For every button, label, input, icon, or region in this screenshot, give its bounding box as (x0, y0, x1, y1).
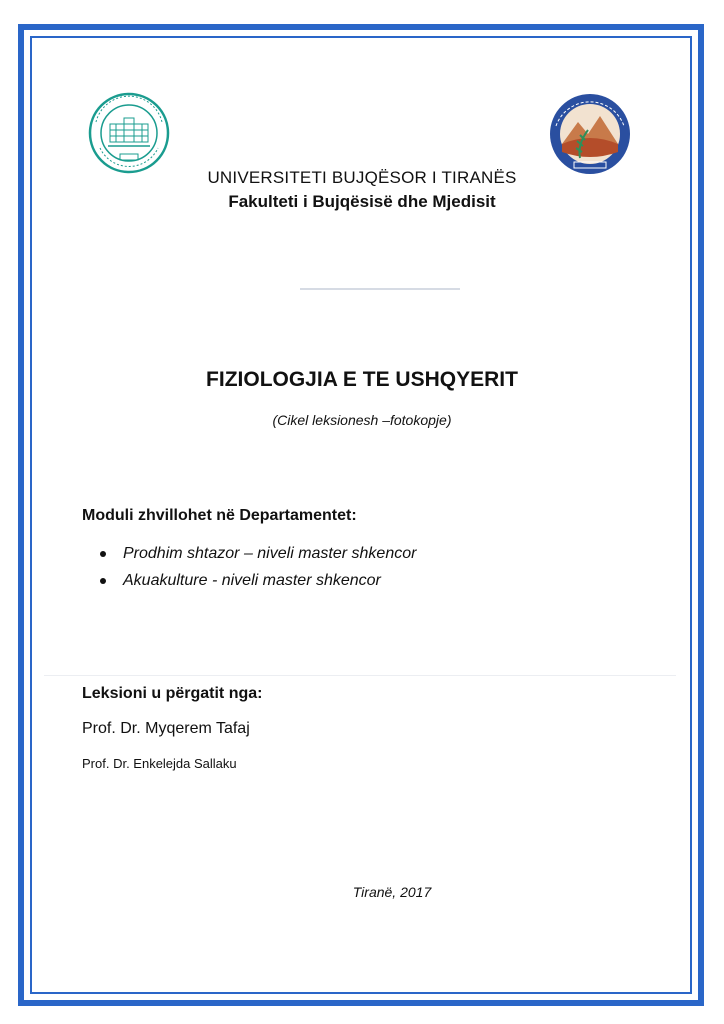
module-label: Prodhim shtazor – niveli master shkencor (123, 544, 417, 562)
modules-list (100, 540, 416, 594)
module-label: Akuakulture - niveli master shkencor (123, 571, 381, 589)
university-name: UNIVERSITETI BUJQËSOR I TIRANËS (207, 168, 517, 187)
fold-line (44, 675, 676, 676)
author-primary: Prof. Dr. Myqerem Tafaj (82, 720, 250, 737)
bullet-icon (100, 551, 106, 557)
list-item (100, 540, 416, 567)
faculty-name: Fakulteti i Bujqësisë dhe Mjedisit (228, 192, 496, 211)
document-title: FIZIOLOGJIA E TE USHQYERIT (206, 368, 518, 391)
place-date: Tiranë, 2017 (352, 884, 432, 900)
prepared-by-heading: Leksioni u përgatit nga: (82, 685, 263, 702)
scan-smudge (300, 288, 460, 290)
document-subtitle: (Cikel leksionesh –fotokopje) (272, 412, 452, 428)
author-secondary: Prof. Dr. Enkelejda Sallaku (82, 756, 237, 771)
faculty-seal-icon (548, 92, 632, 176)
list-item (100, 567, 416, 594)
modules-heading: Moduli zhvillohet në Departamentet: (82, 507, 357, 524)
bullet-icon (100, 578, 106, 584)
university-seal-icon (88, 92, 170, 174)
